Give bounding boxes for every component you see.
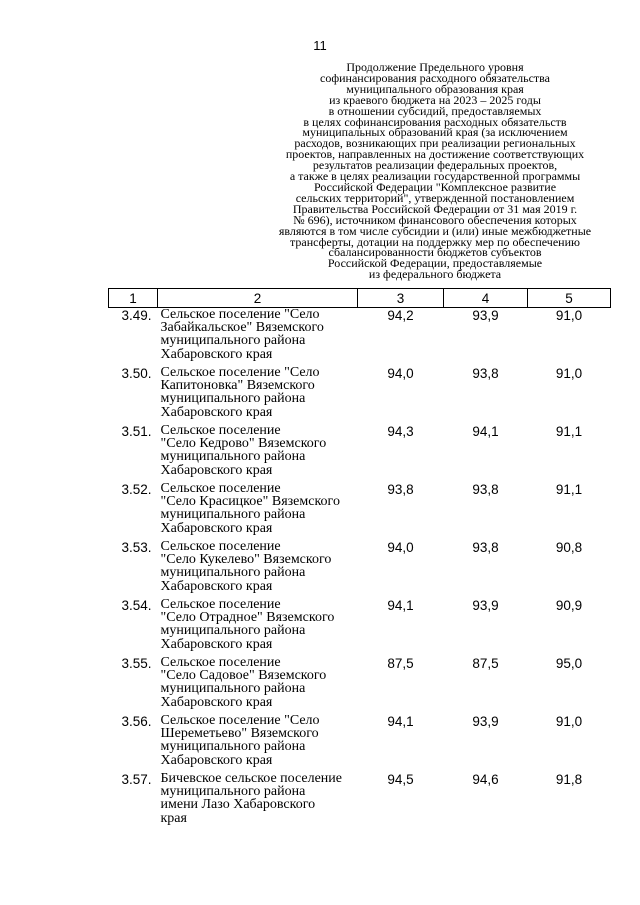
value-2024: 94,1 <box>472 424 499 439</box>
value-2025: 91,0 <box>555 308 583 323</box>
header-line: результатов реализации федеральных проектов, <box>312 158 558 173</box>
column-header-5: 5 <box>528 289 611 308</box>
municipality-name-line: муниципального района <box>160 623 306 639</box>
municipality-name <box>158 308 358 367</box>
municipality-name-line: Хабаровского края <box>160 462 273 478</box>
value-2023: 94,2 <box>387 308 414 323</box>
column-header-3: 3 <box>358 289 444 308</box>
column-header-1: 1 <box>109 289 158 308</box>
value-2025: 91,1 <box>555 482 583 497</box>
header-line: сельских территорий", утвержденной постановлением <box>295 190 575 205</box>
value-2025: 91,1 <box>555 424 583 439</box>
header-line: трансферты, дотации на поддержку мер по обеспечению <box>290 234 580 249</box>
document-header <box>250 62 620 280</box>
header-line: Российской Федерации, предоставляемые <box>327 256 543 271</box>
municipality-name-line: муниципального района <box>160 565 306 581</box>
municipality-name-line: Хабаровского края <box>160 404 273 420</box>
municipality-name-line: муниципального района <box>160 681 306 697</box>
value-2024: 93,8 <box>472 366 499 381</box>
municipality-name-line: Сельское поселение <box>160 539 281 554</box>
value-2023: 94,5 <box>387 772 414 787</box>
municipality-name-line: "Село Кедрово" Вяземского <box>160 436 327 452</box>
column-header-4: 4 <box>444 289 528 308</box>
municipality-name-line: муниципального района <box>160 739 306 755</box>
value-2023: 94,0 <box>387 540 414 555</box>
row-number: 3.51. <box>121 424 152 439</box>
value-2023: 87,5 <box>387 656 414 671</box>
value-2024: 93,8 <box>472 540 499 555</box>
value-2023: 94,3 <box>387 424 414 439</box>
municipality-name-line: "Село Отрадное" Вяземского <box>160 610 335 626</box>
header-line: № 696), источником финансового обеспечения которых <box>293 212 577 227</box>
municipality-name-line: Забайкальское" Вяземского <box>160 320 324 336</box>
municipality-name <box>158 540 358 598</box>
value-2024: 87,5 <box>472 656 499 671</box>
row-number: 3.52. <box>121 482 152 497</box>
table-row <box>109 772 611 830</box>
municipality-name-line: края <box>160 810 187 826</box>
table-row <box>109 714 611 772</box>
value-2025: 91,8 <box>555 772 583 787</box>
header-line: из федерального бюджета <box>368 267 502 282</box>
value-2025: 91,0 <box>555 366 583 381</box>
value-2023: 93,8 <box>387 482 414 497</box>
header-line: являются в том числе субсидии и (или) иные межбюджетные <box>278 223 592 238</box>
table-row <box>109 598 611 656</box>
header-line: муниципальных образований края (за исключением <box>302 125 568 140</box>
table-row <box>109 656 611 714</box>
municipality-name-line: имени Лазо Хабаровского <box>160 797 316 813</box>
header-line: Российской Федерации "Комплексное развитие <box>313 179 557 194</box>
municipality-name <box>158 714 358 772</box>
table-row <box>109 366 611 424</box>
header-line: софинансирования расходного обязательства <box>320 70 550 85</box>
row-number: 3.55. <box>121 656 152 671</box>
municipality-name-line: "Село Садовое" Вяземского <box>160 668 327 684</box>
row-number: 3.50. <box>121 366 152 381</box>
municipality-name-line: муниципального района <box>160 333 306 349</box>
municipality-name-line: Хабаровского края <box>160 694 273 710</box>
value-2024: 93,9 <box>472 714 499 729</box>
municipality-name <box>158 424 358 482</box>
municipality-name-line: Хабаровского края <box>160 636 273 652</box>
municipality-name-line: Хабаровского края <box>160 752 273 768</box>
header-line: проектов, направленных на достижение соответствующих <box>285 147 585 162</box>
header-line: сбалансированности бюджетов субъектов <box>328 245 542 260</box>
municipality-name-line: муниципального района <box>160 507 306 523</box>
header-line: в отношении субсидий, предоставляемых <box>328 103 542 118</box>
municipality-name <box>158 772 358 830</box>
municipality-name-line: муниципального района <box>160 784 306 800</box>
column-header-2: 2 <box>158 289 358 308</box>
header-line: Продолжение Предельного уровня <box>346 60 524 74</box>
row-number: 3.57. <box>121 772 152 787</box>
row-number: 3.49. <box>121 308 152 323</box>
table-row <box>109 308 611 367</box>
row-number: 3.53. <box>121 540 152 555</box>
municipality-name-line: Шереметьево" Вяземского <box>160 726 319 742</box>
header-line: а также в целях реализации государственной программы <box>289 169 581 184</box>
row-number: 3.56. <box>121 714 152 729</box>
page-number: 11 <box>313 38 327 53</box>
table-row <box>109 424 611 482</box>
value-2024: 93,8 <box>472 482 499 497</box>
value-2025: 90,9 <box>555 598 583 613</box>
municipality-name <box>158 598 358 656</box>
municipality-name-line: "Село Кукелево" Вяземского <box>160 552 332 568</box>
municipality-name-line: Хабаровского края <box>160 346 273 362</box>
header-line: в целях софинансирования расходных обязательств <box>303 114 567 129</box>
municipality-name-line: "Село Красицкое" Вяземского <box>160 494 340 510</box>
data-table <box>108 288 611 830</box>
value-2024: 94,6 <box>472 772 499 787</box>
municipality-name-line: Сельское поселение "Село <box>160 713 320 728</box>
header-line: расходов, возникающих при реализации региональных <box>294 136 576 151</box>
table-row <box>109 482 611 540</box>
header-line: Правительства Российской Федерации от 31 мая 2019 г. <box>292 201 578 216</box>
value-2023: 94,1 <box>387 598 414 613</box>
table-header-row <box>109 289 611 308</box>
row-number: 3.54. <box>121 598 152 613</box>
municipality-name-line: Сельское поселение "Село <box>160 365 320 380</box>
value-2023: 94,1 <box>387 714 414 729</box>
municipality-name-line: Капитоновка" Вяземского <box>160 378 315 394</box>
municipality-name-line: Сельское поселение <box>160 423 281 438</box>
municipality-name-line: муниципального района <box>160 449 306 465</box>
municipality-name-line: Хабаровского края <box>160 578 273 594</box>
municipality-name-line: Сельское поселение <box>160 481 281 496</box>
header-line: муниципального образования края <box>346 81 524 96</box>
value-2025: 95,0 <box>555 656 583 671</box>
table-row <box>109 540 611 598</box>
municipality-name-line: муниципального района <box>160 391 306 407</box>
municipality-name <box>158 656 358 714</box>
municipality-name <box>158 482 358 540</box>
municipality-name-line: Сельское поселение <box>160 655 281 670</box>
municipality-name <box>158 366 358 424</box>
value-2024: 93,9 <box>472 598 499 613</box>
value-2025: 90,8 <box>555 540 583 555</box>
value-2024: 93,9 <box>472 308 499 323</box>
value-2025: 91,0 <box>555 714 583 729</box>
municipality-name-line: Сельское поселение "Село <box>160 307 320 322</box>
municipality-name-line: Бичевское сельское поселение <box>160 771 343 786</box>
value-2023: 94,0 <box>387 366 414 381</box>
municipality-name-line: Сельское поселение <box>160 597 281 612</box>
header-line: из краевого бюджета на 2023 – 2025 годы <box>329 92 541 107</box>
municipality-name-line: Хабаровского края <box>160 520 273 536</box>
